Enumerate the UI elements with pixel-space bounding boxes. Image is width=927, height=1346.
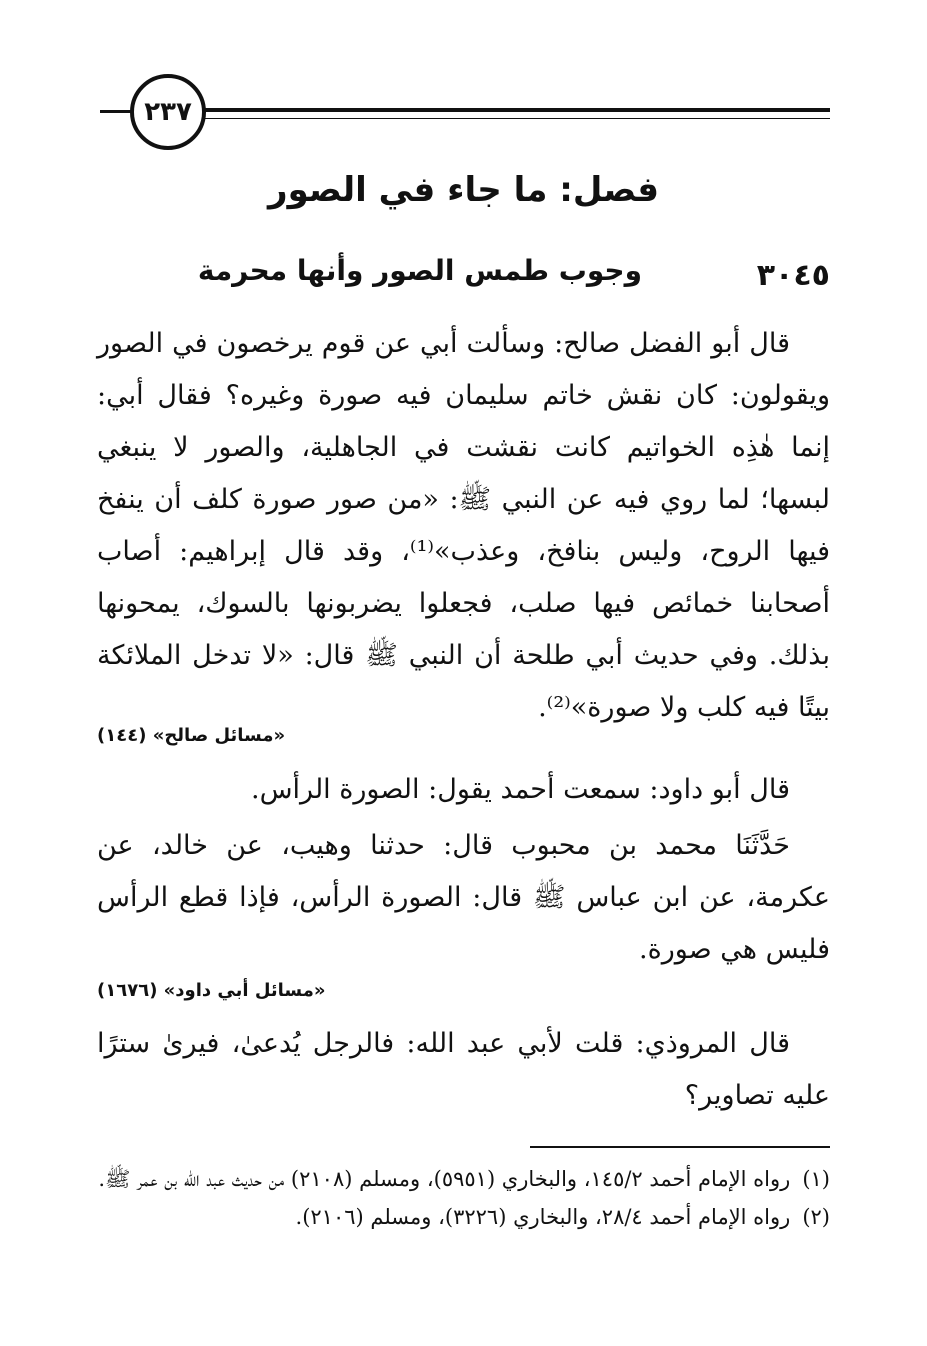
footnote-text: رواه الإمام أحمد ١٤٥/٢، والبخاري (٥٩٥١)، ومسلم (٢١٠٨) من حديث عبد الله بن عمر ﷺ.	[98, 1167, 791, 1191]
section-number: ٣٠٤٥	[756, 258, 830, 293]
footnote-text: رواه الإمام أحمد ٢٨/٤، والبخاري (٣٢٢٦)، ومسلم (٢١٠٦).	[295, 1205, 791, 1229]
paragraph-saleh: قال أبو الفضل صالح: وسألت أبي عن قوم يرخصون في الصور ويقولون: كان نقش خاتم سليمان فيه صورة وغيره؟ فقال أبي: إنما هٰذِه الخواتيم كانت نقشت في الجاهلية، والصور لا ينبغي لبسها؛ لما روي فيه عن النبي ﷺ: «من صور صورة كلف أن ينفخ فيها الروح، وليس بنافخ، وعذب»⁽¹⁾، وقد قال إبراهيم: أصاب أصحابنا خمائص فيها صلب، فجعلوا يضربونها بالسوك، يمحونها بذلك. وفي حديث أبي طلحة أن النبي ﷺ قال: «لا تدخل الملائكة بيتًا فيه كلب ولا صورة»⁽²⁾.	[97, 328, 830, 723]
section-title: وجوب طمس الصور وأنها محرمة	[197, 254, 642, 287]
footnote-number: (١)	[802, 1167, 830, 1191]
page-number-badge: ٢٣٧	[130, 74, 206, 150]
paragraph-marwadhi: قال المروذي: قلت لأبي عبد الله: فالرجل يُدعىٰ، فيرىٰ سترًا عليه تصاوير؟	[97, 1028, 830, 1111]
chapter-title: فصل: ما جاء في الصور	[268, 170, 659, 210]
footnote-separator	[530, 1146, 830, 1148]
header-rule	[180, 108, 830, 119]
source-citation-saleh: «مسائل صالح» (١٤٤)	[97, 725, 286, 746]
paragraph-abu-dawud: قال أبو داود: سمعت أحمد يقول: الصورة الرأس.	[251, 774, 790, 805]
source-citation-abu-dawud: «مسائل أبي داود» (١٦٧٦)	[97, 980, 326, 1001]
footnotes	[97, 1160, 830, 1236]
footnote-1	[97, 1160, 830, 1198]
paragraph-hadith-ibn-abbas: حَدَّثَنَا محمد بن محبوب قال: حدثنا وهيب، عن خالد، عن عكرمة، عن ابن عباس ﷺ قال: الصورة الرأس، فإذا قطع الرأس فليس هي صورة.	[97, 830, 830, 965]
footnote-number: (٢)	[802, 1205, 830, 1229]
footnote-2	[97, 1198, 830, 1236]
